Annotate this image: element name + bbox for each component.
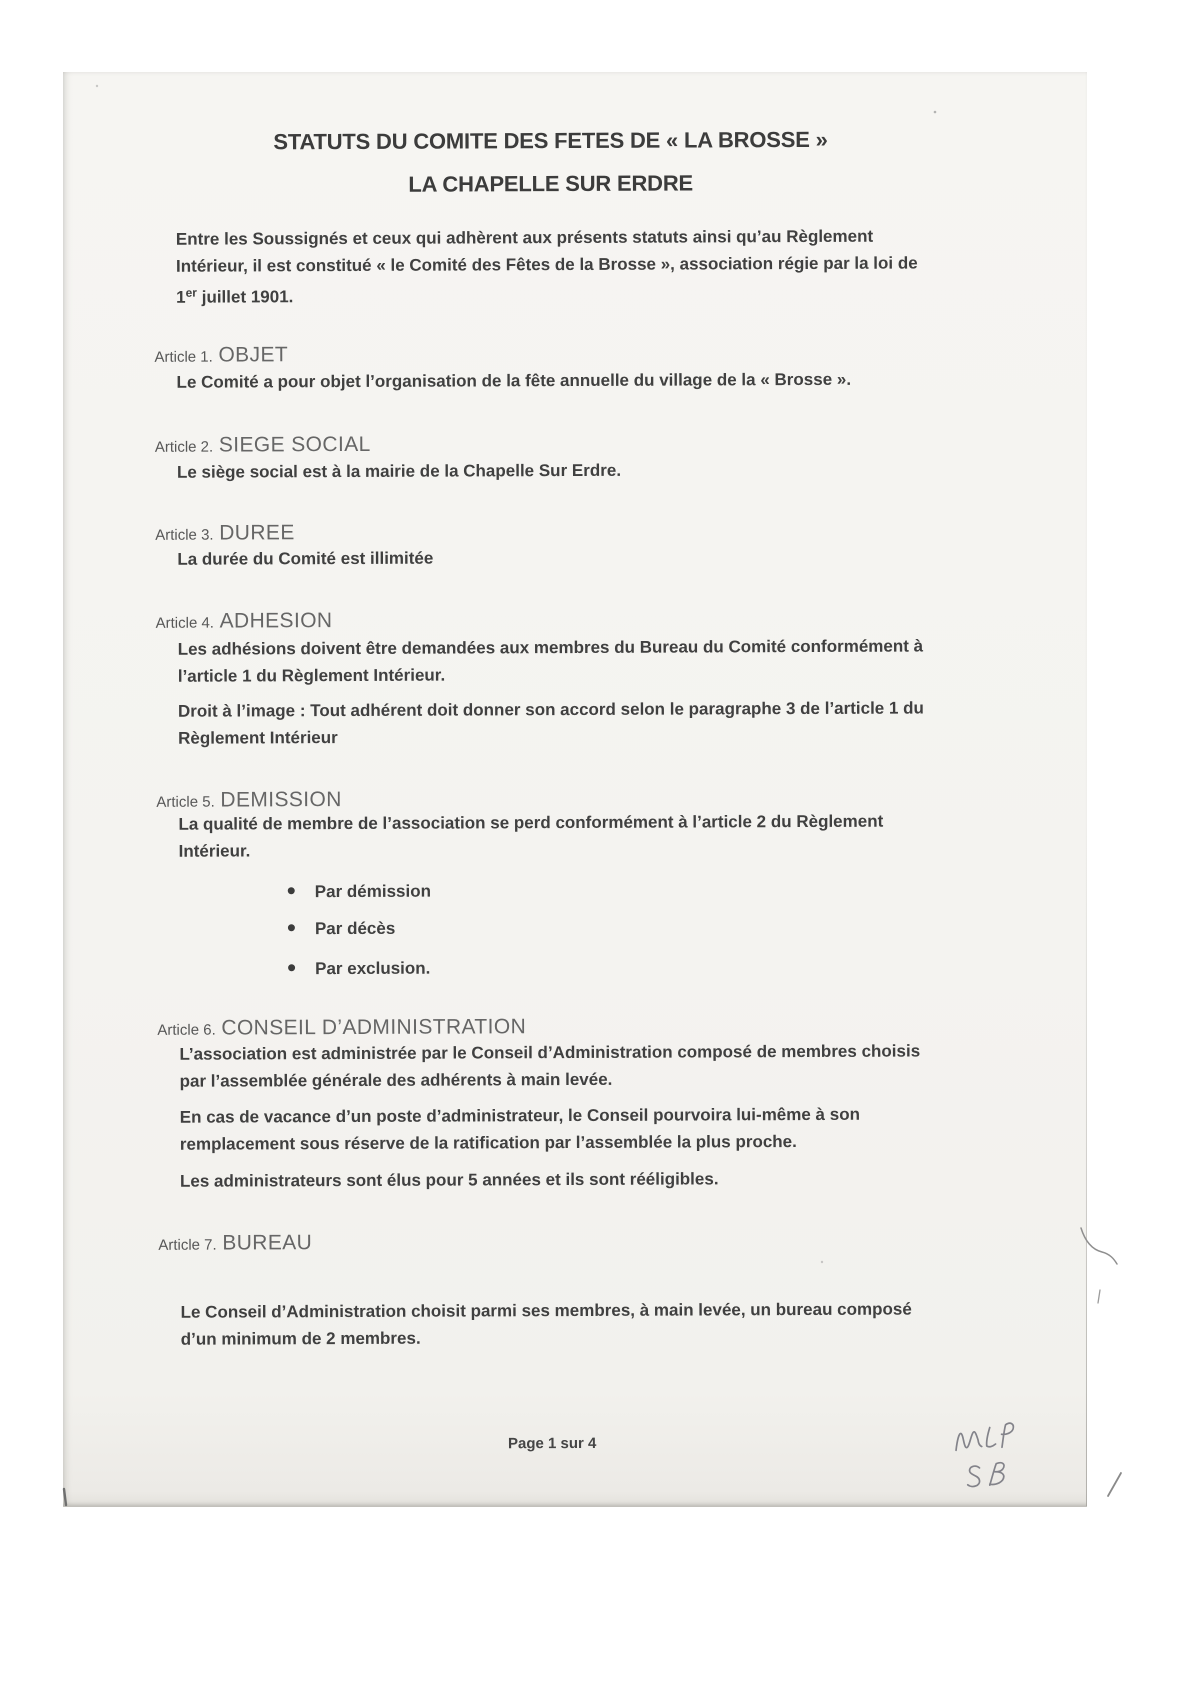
- article-1-title: OBJET: [218, 343, 289, 367]
- bullet-text: Par décès: [314, 918, 396, 939]
- bullet-text: Par exclusion.: [315, 958, 431, 979]
- article-2-paragraph: Le siège social est à la mairie de la Chapelle Sur Erdre.: [176, 460, 622, 482]
- bullet-item-1: [288, 878, 431, 907]
- date-rest: juillet 1901.: [196, 287, 294, 307]
- page-number: Page 1 sur 4: [507, 1434, 597, 1453]
- article-2-heading: [155, 432, 371, 461]
- article-2-title: SIEGE SOCIAL: [218, 432, 371, 457]
- article-7-number: Article 7.: [158, 1236, 217, 1254]
- article-1-number: Article 1.: [154, 348, 213, 366]
- intro-date-line: [176, 276, 1081, 311]
- article-2-number: Article 2.: [154, 438, 214, 456]
- bullet-text: Par démission: [314, 881, 432, 902]
- page-content: [60, 70, 1090, 1508]
- article-5-title: DEMISSION: [220, 788, 342, 812]
- date-number: 1: [176, 287, 186, 307]
- article-3-number: Article 3.: [155, 526, 214, 544]
- bullet-icon: [288, 924, 295, 931]
- article-7-heading: [158, 1230, 312, 1259]
- article-4-title: ADHESION: [219, 609, 333, 633]
- scan-artifact-tick: [1098, 1290, 1100, 1303]
- article-7-title: BUREAU: [222, 1231, 313, 1255]
- article-3-paragraph: La durée du Comité est illimitée: [177, 548, 434, 569]
- intro-paragraph: Entre les Soussignés et ceux qui adhèrent aux présents statuts ainsi qu’au Règlement Intérieur, il est constitué « le Comité des Fêtes de la Brosse », association régie par la loi de: [175, 226, 918, 276]
- document-title: STATUTS DU COMITE DES FETES DE « LA BROSSE »: [273, 126, 828, 155]
- article-6-number: Article 6.: [157, 1021, 216, 1039]
- scanned-page: [63, 72, 1087, 1507]
- article-5-paragraph: La qualité de membre de l’association se perd conformément à l’article 2 du Règlement Intérieur.: [178, 811, 884, 861]
- bullet-icon: [288, 887, 295, 894]
- article-5-number: Article 5.: [156, 793, 215, 811]
- article-1-heading: [154, 342, 288, 371]
- article-6-paragraph-3: Les administrateurs sont élus pour 5 années et ils sont rééligibles.: [179, 1169, 719, 1191]
- article-6-title: CONSEIL D’ADMINISTRATION: [221, 1015, 527, 1040]
- article-4-paragraph-1: Les adhésions doivent être demandées aux membres du Bureau du Comité conformément à l’article 1 du Règlement Intérieur.: [177, 636, 924, 686]
- article-4-number: Article 4.: [155, 614, 214, 632]
- scan-artifact-slash: [1108, 1473, 1121, 1496]
- handwritten-initials-mlp: [949, 1419, 1019, 1463]
- article-7-paragraph: Le Conseil d’Administration choisit parmi ses membres, à main levée, un bureau composé d’un minimum de 2 membres.: [180, 1299, 912, 1349]
- bullet-icon: [288, 964, 295, 971]
- document-subtitle: LA CHAPELLE SUR ERDRE: [408, 170, 694, 197]
- article-4-paragraph-2: Droit à l’image : Tout adhérent doit donner son accord selon le paragraphe 3 de l’article 1 du Règlement Intérieur: [177, 698, 924, 748]
- article-6-paragraph-1: L’association est administrée par le Conseil d’Administration composé de membres choisis par l’assemblée générale des adhérents à main levée.: [179, 1041, 921, 1091]
- handwritten-initials-sb: [963, 1458, 1016, 1499]
- article-4-heading: [156, 608, 333, 637]
- article-3-title: DUREE: [219, 521, 295, 545]
- bullet-item-2: [288, 915, 395, 943]
- article-1-paragraph: Le Comité a pour objet l’organisation de la fête annuelle du village de la « Brosse ».: [176, 369, 852, 392]
- bullet-item-3: [288, 955, 430, 984]
- article-6-paragraph-2: En cas de vacance d’un poste d’administrateur, le Conseil pourvoira lui-même à son remplacement sous réserve de la ratification par l’assemblée la plus proche.: [179, 1104, 860, 1154]
- date-superscript: er: [185, 285, 197, 300]
